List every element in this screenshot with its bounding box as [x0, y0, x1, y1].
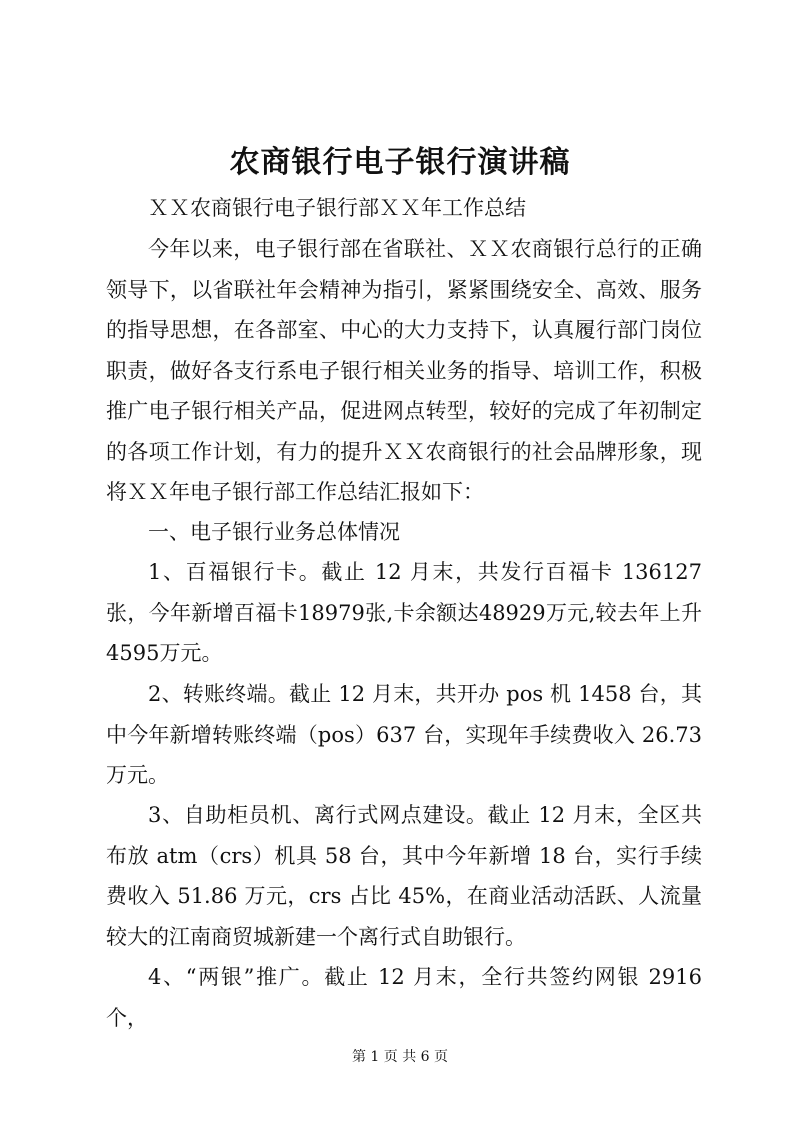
subtitle-paragraph: ＸＸ农商银行电子银行部ＸＸ年工作总结 [148, 196, 526, 220]
item-4-paragraph: 4、“两银”推广。截止 12 月末，全行共签约网银 2916 个， [106, 965, 702, 1030]
page-footer: 第 1 页 共 6 页 [351, 1049, 449, 1065]
section-heading: 一、电子银行业务总体情况 [148, 520, 400, 544]
item-1-paragraph: 1、百福银行卡。截止 12 月末，共发行百福卡 136127 张，今年新增百福卡18979张,卡余额达48929万元,较去年上升4595万元。 [106, 560, 702, 665]
intro-paragraph: 今年以来，电子银行部在省联社、ＸＸ农商银行总行的正确领导下，以省联社年会精神为指引，紧紧围绕安全、高效、服务的指导思想，在各部室、中心的大力支持下，认真履行部门岗位职责，做好各支行系电子银行相关业务的指导、培训工作，积极推广电子银行相关产品，促进网点转型，较好的完成了年初制定的各项工作计划，有力的提升ＸＸ农商银行的社会品牌形象，现将ＸＸ年电子银行部工作总结汇报如下： [106, 237, 702, 504]
item-3-paragraph: 3、自助柜员机、离行式网点建设。截止 12 月末，全区共布放 atm（crs）机具 58 台，其中今年新增 18 台，实行手续费收入 51.86 万元，crs 占比 45%，在商业活动活跃、人流量较大的江南商贸城新建一个离行式自助银行。 [106, 803, 702, 949]
document-title: 农商银行电子银行演讲稿 [229, 145, 571, 180]
item-2-paragraph: 2、转账终端。截止 12 月末，共开办 pos 机 1458 台，其中今年新增转账终端（pos）637 台，实现年手续费收入 26.73 万元。 [106, 682, 702, 787]
